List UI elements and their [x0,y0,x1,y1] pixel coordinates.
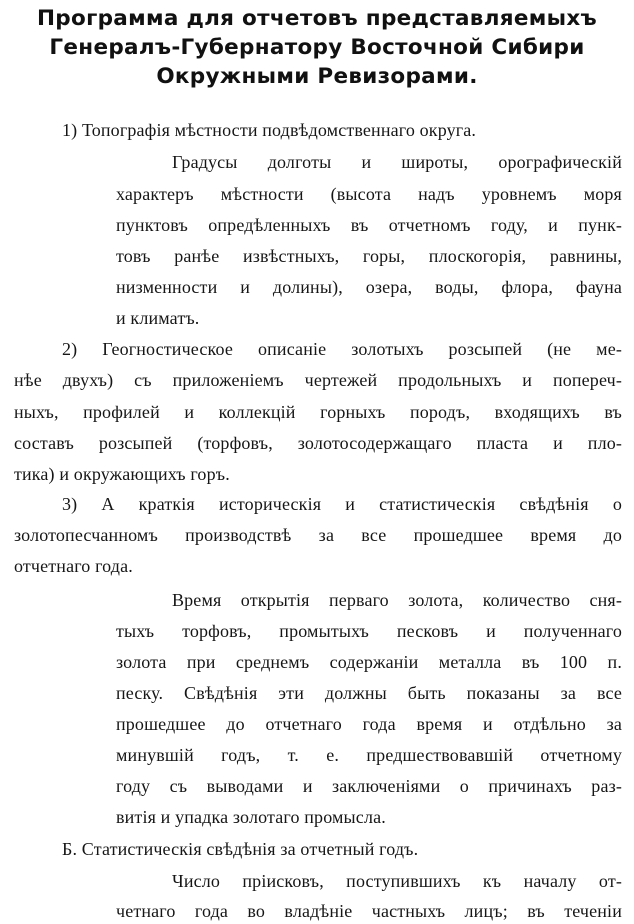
section-3-body-line: прошедшее до отчетнаго года время и отдѣльно за [116,714,622,734]
section-3-line: золотопесчанномъ производствѣ за все прошедшее время до [14,525,622,545]
title-line-1: Программа для отчетовъ представляемыхъ [37,6,597,31]
section-2-line: составъ розсыпей (торфовъ, золотосодержащаго пласта и пло- [14,433,622,453]
section-2-line: 2) Геогностическое описаніе золотыхъ розсыпей (не ме- [62,339,622,359]
section-3-body-line: минувшій годъ, т. е. предшествовавшій отчетному [116,745,622,765]
section-3-body-line: витія и упадка золотаго промысла. [116,807,386,827]
section-3-line: 3) А краткія историческія и статистическія свѣдѣнія о [62,494,622,514]
section-3-line: отчетнаго года. [14,556,133,576]
title-line-2: Генералъ-Губернатору Восточной Сибири [49,35,585,60]
section-1-body-line: пунктовъ опредѣленныхъ въ отчетномъ году, и пунк- [116,215,622,235]
section-b-body-line: четнаго года во владѣніе частныхъ лицъ; въ теченіи [116,901,622,921]
section-b-body-line: Число пріисковъ, поступившихъ къ началу от- [172,871,622,891]
section-3-body-line: золота при среднемъ содержаніи металла въ 100 п. [116,652,622,672]
section-1-body-line: товъ ранѣе извѣстныхъ, горы, плоскогорія, равнины, [116,246,622,266]
section-1-body-line: характеръ мѣстности (высота надъ уровнемъ моря [116,184,622,204]
section-2-line: нѣе двухъ) съ приложеніемъ чертежей продольныхъ и попереч- [14,370,622,390]
section-3-body-line: тыхъ торфовъ, промытыхъ песковъ и полученнаго [116,621,622,641]
section-3-body-line: песку. Свѣдѣнія эти должны быть показаны за все [116,683,622,703]
document-title [0,4,634,91]
section-1-body-line: и климатъ. [116,308,200,328]
title-line-3: Окружными Ревизорами. [156,64,478,89]
section-1-body-line: Градусы долготы и широты, орографическій [172,152,622,172]
section-2-line: ныхъ, профилей и коллекцій горныхъ породъ, входящихъ въ [14,402,622,422]
section-3-body-line: году съ выводами и заключеніями о причинахъ раз- [116,776,622,796]
section-1-heading: 1) Топографія мѣстности подвѣдомственнаго округа. [62,120,477,140]
section-b-heading: Б. Статистическія свѣдѣнія за отчетный годъ. [62,839,419,859]
section-3-body-line: Время открытія перваго золота, количество сня- [172,590,622,610]
section-2-line: тика) и окружающихъ горъ. [14,464,230,484]
section-1-body-line: низменности и долины), озера, воды, флора, фауна [116,277,622,297]
